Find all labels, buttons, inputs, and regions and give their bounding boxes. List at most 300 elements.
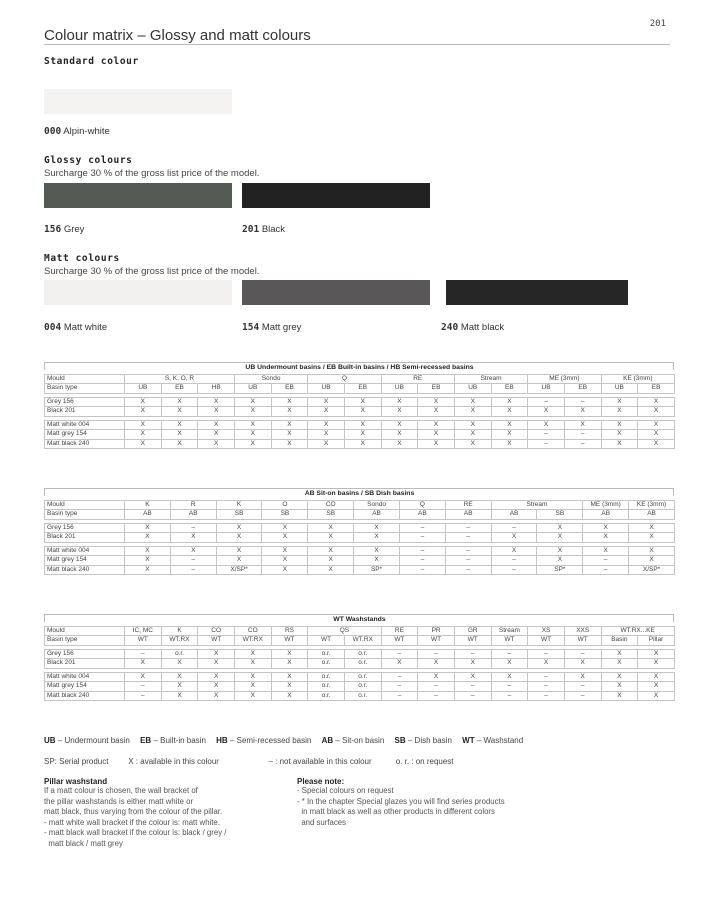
- availability-cell: X: [161, 691, 198, 701]
- colour-label: Matt black 240: [45, 565, 125, 575]
- legend-symbol-or: o. r. : on request: [395, 757, 454, 766]
- availability-cell: X: [454, 672, 491, 682]
- table-frame: [44, 362, 674, 370]
- availability-cell: X: [125, 439, 162, 449]
- table-caption: AB Sit-on basins / SB Dish basins: [304, 489, 415, 497]
- swatch-label-201: [242, 224, 285, 235]
- mould-header: IC, MC: [125, 626, 162, 636]
- note-line: matt black / matt grey: [44, 838, 123, 848]
- availability-cell: –: [170, 565, 216, 575]
- mould-header: K: [161, 626, 198, 636]
- availability-cell: X: [638, 420, 675, 430]
- availability-cell: –: [445, 533, 491, 543]
- basin-type-cell: AB: [170, 510, 216, 520]
- availability-cell: –: [381, 682, 418, 692]
- availability-cell: X: [381, 397, 418, 407]
- availability-cell: X: [308, 439, 345, 449]
- legend-code: EB: [140, 736, 152, 745]
- availability-cell: X: [271, 659, 308, 669]
- swatch-label-156: [44, 224, 84, 235]
- table-row: [45, 407, 675, 417]
- table-row: [45, 430, 675, 440]
- availability-cell: X: [125, 523, 171, 533]
- mould-header: K: [125, 500, 171, 510]
- availability-cell: –: [564, 649, 601, 659]
- availability-cell: –: [583, 565, 629, 575]
- availability-cell: X: [601, 659, 638, 669]
- mould-header: O: [262, 500, 308, 510]
- availability-cell: –: [445, 556, 491, 566]
- availability-cell: X: [198, 397, 235, 407]
- availability-cell: –: [528, 672, 565, 682]
- availability-cell: X: [491, 533, 537, 543]
- availability-cell: X: [308, 420, 345, 430]
- basin-type-cell: UB: [601, 384, 638, 394]
- mould-row: [45, 374, 675, 384]
- swatch-004: [44, 280, 232, 305]
- basin-type-cell: Pillar: [638, 636, 675, 646]
- basin-type-cell: WT: [381, 636, 418, 646]
- basin-type-label: Basin type: [45, 384, 125, 394]
- availability-cell: X: [308, 523, 354, 533]
- availability-cell: X: [564, 672, 601, 682]
- colour-label: Black 201: [45, 407, 125, 417]
- table-row: [45, 397, 675, 407]
- availability-cell: X: [216, 523, 262, 533]
- mould-header: CO: [308, 500, 354, 510]
- colour-label: Matt white 004: [45, 420, 125, 430]
- availability-cell: X: [491, 430, 528, 440]
- table-frame: [44, 488, 674, 496]
- legend-text: – Washstand: [476, 736, 524, 745]
- availability-cell: X: [491, 659, 528, 669]
- availability-cell: X: [381, 439, 418, 449]
- colour-label: Grey 156: [45, 523, 125, 533]
- mould-header: Q: [308, 374, 381, 384]
- availability-cell: X: [454, 397, 491, 407]
- availability-cell: X: [125, 672, 162, 682]
- legend-code: UB: [44, 736, 56, 745]
- page-number: 201: [649, 19, 666, 29]
- availability-cell: X: [638, 659, 675, 669]
- symbol-legend: [44, 757, 454, 766]
- availability-cell: X: [601, 672, 638, 682]
- swatch-label-154: [242, 322, 301, 333]
- table-washstands: [44, 614, 674, 701]
- note-line: If a matt colour is chosen, the wall bracket of: [44, 786, 198, 795]
- availability-cell: X: [125, 659, 162, 669]
- basin-type-label: Basin type: [45, 636, 125, 646]
- availability-cell: –: [381, 672, 418, 682]
- availability-cell: –: [491, 682, 528, 692]
- availability-cell: X: [454, 430, 491, 440]
- availability-cell: X: [354, 523, 400, 533]
- availability-cell: –: [399, 556, 445, 566]
- legend-symbol-dash: – : not available in this colour: [268, 757, 372, 766]
- availability-cell: X: [234, 649, 271, 659]
- basin-type-cell: EB: [638, 384, 675, 394]
- note-line: - * In the chapter Special glazes you will find series products: [297, 796, 505, 806]
- colour-label: Matt grey 154: [45, 556, 125, 566]
- mould-header: KE (3mm): [629, 500, 675, 510]
- availability-cell: X: [262, 533, 308, 543]
- legend-text: – Dish basin: [407, 736, 452, 745]
- basin-type-cell: HB: [198, 384, 235, 394]
- title-divider: [44, 44, 670, 45]
- basin-type-cell: UB: [454, 384, 491, 394]
- pillar-text: [44, 786, 284, 849]
- availability-cell: X: [381, 430, 418, 440]
- swatch-name: Matt grey: [261, 322, 302, 333]
- availability-cell: X: [308, 565, 354, 575]
- basin-type-cell: WT: [528, 636, 565, 646]
- availability-cell: X: [125, 565, 171, 575]
- availability-cell: X: [271, 682, 308, 692]
- availability-cell: X: [638, 439, 675, 449]
- availability-cell: X: [271, 649, 308, 659]
- availability-cell: X: [161, 397, 198, 407]
- availability-cell: X: [161, 682, 198, 692]
- swatch-code: 000: [44, 126, 62, 137]
- pillar-heading: Pillar washstand: [44, 777, 108, 786]
- page-title: Colour matrix – Glossy and matt colours: [44, 27, 311, 44]
- note-line: the pillar washstands is either matt white or: [44, 796, 194, 806]
- availability-cell: –: [445, 546, 491, 556]
- availability-cell: –: [445, 565, 491, 575]
- availability-cell: X: [234, 672, 271, 682]
- availability-cell: X: [491, 397, 528, 407]
- legend-text: – Semi-recessed basin: [229, 736, 312, 745]
- availability-cell: X: [418, 659, 455, 669]
- table-row: [45, 533, 675, 543]
- basin-type-row: [45, 636, 675, 646]
- swatch-000: [44, 89, 232, 114]
- availability-cell: –: [564, 682, 601, 692]
- availability-cell: X: [491, 546, 537, 556]
- note-line: - matt white wall bracket if the colour is: matt white.: [44, 817, 220, 827]
- availability-cell: –: [125, 682, 162, 692]
- availability-cell: X: [344, 430, 381, 440]
- colour-label: Matt white 004: [45, 672, 125, 682]
- availability-cell: o.r.: [308, 682, 345, 692]
- availability-cell: X: [629, 533, 675, 543]
- table-row: [45, 691, 675, 701]
- colour-label: Black 201: [45, 659, 125, 669]
- availability-cell: X: [601, 420, 638, 430]
- availability-cell: X: [234, 420, 271, 430]
- basin-type-cell: AB: [629, 510, 675, 520]
- please-note-text: [297, 786, 557, 828]
- availability-cell: X: [161, 439, 198, 449]
- availability-cell: X: [537, 523, 583, 533]
- availability-cell: X: [601, 682, 638, 692]
- table-row: [45, 420, 675, 430]
- mould-header: CO: [198, 626, 235, 636]
- table-row: [45, 439, 675, 449]
- basin-type-label: Basin type: [45, 510, 125, 520]
- availability-cell: –: [564, 430, 601, 440]
- legend-code: AB: [321, 736, 334, 745]
- basin-type-cell: WT: [564, 636, 601, 646]
- mould-header: Stream: [491, 626, 528, 636]
- availability-cell: X: [601, 407, 638, 417]
- table-row: [45, 672, 675, 682]
- availability-cell: X: [354, 556, 400, 566]
- basin-type-cell: UB: [125, 384, 162, 394]
- availability-cell: X: [583, 546, 629, 556]
- availability-cell: X: [638, 397, 675, 407]
- availability-cell: X: [638, 649, 675, 659]
- availability-cell: –: [564, 397, 601, 407]
- availability-cell: X: [271, 439, 308, 449]
- availability-cell: X: [537, 556, 583, 566]
- availability-table-2: [44, 488, 675, 575]
- availability-cell: X: [198, 672, 235, 682]
- swatch-201: [242, 183, 430, 208]
- swatch-code: 201: [242, 224, 260, 235]
- availability-cell: X: [344, 407, 381, 417]
- availability-cell: –: [528, 430, 565, 440]
- availability-cell: X: [262, 546, 308, 556]
- availability-cell: X: [308, 430, 345, 440]
- availability-cell: –: [381, 649, 418, 659]
- legend-text: – Undermount basin: [57, 736, 130, 745]
- availability-cell: X: [198, 691, 235, 701]
- basin-type-cell: UB: [234, 384, 271, 394]
- note-line: - Special colours on request: [297, 786, 394, 795]
- availability-cell: X: [638, 682, 675, 692]
- availability-cell: X: [381, 407, 418, 417]
- availability-cell: X: [601, 439, 638, 449]
- mould-header: PR: [418, 626, 455, 636]
- availability-cell: X: [601, 430, 638, 440]
- availability-cell: X: [418, 672, 455, 682]
- availability-cell: o.r.: [344, 659, 381, 669]
- availability-cell: X: [629, 546, 675, 556]
- availability-cell: X: [234, 407, 271, 417]
- availability-cell: –: [454, 682, 491, 692]
- mould-header: Sondo: [354, 500, 400, 510]
- note-line: and surfaces: [297, 817, 346, 827]
- mould-header: XXS: [564, 626, 601, 636]
- availability-cell: o.r.: [344, 649, 381, 659]
- availability-cell: –: [528, 649, 565, 659]
- mould-row: [45, 500, 675, 510]
- availability-cell: X: [344, 439, 381, 449]
- legend-symbol-x: X : available in this colour: [128, 757, 219, 766]
- table-sit-on-dish: [44, 488, 674, 575]
- availability-cell: X: [125, 533, 171, 543]
- availability-cell: X: [198, 659, 235, 669]
- availability-cell: –: [528, 439, 565, 449]
- availability-cell: –: [399, 523, 445, 533]
- mould-header: RS: [271, 626, 308, 636]
- swatch-label-004: [44, 322, 107, 333]
- table-row: [45, 649, 675, 659]
- colour-label: Black 201: [45, 533, 125, 543]
- mould-header: R: [170, 500, 216, 510]
- availability-cell: X: [564, 420, 601, 430]
- colour-label: Matt black 240: [45, 439, 125, 449]
- basin-type-cell: WT.RX: [234, 636, 271, 646]
- basin-type-cell: WT: [418, 636, 455, 646]
- basin-type-cell: AB: [399, 510, 445, 520]
- availability-cell: –: [564, 439, 601, 449]
- basin-type-cell: EB: [344, 384, 381, 394]
- basin-type-cell: WT.RX: [344, 636, 381, 646]
- availability-cell: X: [234, 439, 271, 449]
- availability-cell: X: [418, 407, 455, 417]
- basin-type-cell: EB: [271, 384, 308, 394]
- availability-cell: X: [308, 533, 354, 543]
- basin-type-cell: UB: [528, 384, 565, 394]
- availability-cell: –: [125, 649, 162, 659]
- basin-type-cell: AB: [583, 510, 629, 520]
- availability-cell: –: [445, 523, 491, 533]
- availability-cell: X: [125, 546, 171, 556]
- availability-cell: X: [491, 420, 528, 430]
- table-caption: UB Undermount basins / EB Built-in basins / HB Semi-recessed basins: [245, 363, 474, 371]
- swatch-name: Black: [261, 224, 286, 235]
- availability-cell: o.r.: [308, 659, 345, 669]
- basin-type-cell: EB: [491, 384, 528, 394]
- basin-type-cell: Basin: [601, 636, 638, 646]
- availability-cell: X: [344, 420, 381, 430]
- mould-header: WT.RX...KE: [601, 626, 674, 636]
- table-row: [45, 546, 675, 556]
- table-undermount-builtin: [44, 362, 674, 449]
- availability-cell: X: [381, 659, 418, 669]
- availability-cell: –: [399, 533, 445, 543]
- availability-cell: X: [271, 691, 308, 701]
- availability-cell: X: [418, 420, 455, 430]
- mould-header: Q: [399, 500, 445, 510]
- availability-cell: –: [564, 691, 601, 701]
- availability-cell: X: [125, 420, 162, 430]
- legend-text: – Built-in basin: [153, 736, 206, 745]
- availability-cell: X: [454, 420, 491, 430]
- basin-type-cell: AB: [491, 510, 537, 520]
- glossy-colours-heading: Glossy colours: [44, 155, 133, 166]
- table-row: [45, 682, 675, 692]
- availability-cell: X: [381, 420, 418, 430]
- availability-cell: –: [491, 649, 528, 659]
- swatch-name: Grey: [63, 224, 85, 235]
- mould-label: Mould: [45, 374, 125, 384]
- basin-type-cell: WT: [491, 636, 528, 646]
- mould-header: Stream: [454, 374, 527, 384]
- colour-label: Matt grey 154: [45, 682, 125, 692]
- availability-cell: X: [262, 523, 308, 533]
- availability-cell: X: [161, 430, 198, 440]
- basin-type-cell: UB: [308, 384, 345, 394]
- availability-cell: X: [308, 556, 354, 566]
- colour-label: Grey 156: [45, 649, 125, 659]
- availability-cell: X: [454, 439, 491, 449]
- basin-type-cell: WT.RX: [161, 636, 198, 646]
- availability-cell: X: [216, 556, 262, 566]
- swatch-name: Alpin-white: [63, 126, 110, 137]
- swatch-name: Matt white: [63, 322, 108, 333]
- basin-type-cell: AB: [125, 510, 171, 520]
- colour-label: Matt grey 154: [45, 430, 125, 440]
- availability-cell: X: [454, 407, 491, 417]
- availability-cell: X: [418, 430, 455, 440]
- availability-cell: X: [161, 659, 198, 669]
- availability-cell: X: [198, 407, 235, 417]
- availability-cell: X: [234, 691, 271, 701]
- availability-cell: o.r.: [344, 682, 381, 692]
- mould-header: K: [216, 500, 262, 510]
- availability-cell: X: [601, 691, 638, 701]
- basin-type-cell: EB: [161, 384, 198, 394]
- availability-cell: X: [271, 420, 308, 430]
- availability-cell: o.r.: [344, 672, 381, 682]
- basin-type-cell: SB: [216, 510, 262, 520]
- availability-cell: X: [234, 682, 271, 692]
- swatch-240: [446, 280, 628, 305]
- availability-cell: X: [234, 430, 271, 440]
- availability-cell: X: [601, 649, 638, 659]
- availability-cell: X: [344, 397, 381, 407]
- mould-header: RE: [445, 500, 491, 510]
- availability-table-3: [44, 614, 675, 701]
- mould-header: S, K, O, R: [125, 374, 235, 384]
- availability-cell: X: [638, 430, 675, 440]
- mould-header: ME (3mm): [528, 374, 601, 384]
- availability-cell: X: [454, 659, 491, 669]
- availability-cell: X: [125, 397, 162, 407]
- availability-cell: X: [161, 420, 198, 430]
- availability-cell: X: [491, 407, 528, 417]
- table-caption: WT Washstands: [333, 615, 386, 623]
- basin-type-cell: WT: [271, 636, 308, 646]
- swatch-code: 154: [242, 322, 260, 333]
- swatch-154: [242, 280, 430, 305]
- availability-cell: X: [583, 523, 629, 533]
- availability-cell: –: [399, 546, 445, 556]
- availability-cell: X: [271, 397, 308, 407]
- basin-type-cell: WT: [454, 636, 491, 646]
- mould-header: GR: [454, 626, 491, 636]
- availability-cell: –: [418, 649, 455, 659]
- please-note: [297, 777, 557, 828]
- availability-cell: –: [491, 523, 537, 533]
- availability-cell: X: [638, 691, 675, 701]
- availability-cell: o.r.: [308, 649, 345, 659]
- swatch-code: 156: [44, 224, 62, 235]
- availability-cell: o.r.: [344, 691, 381, 701]
- basin-type-cell: SB: [308, 510, 354, 520]
- mould-header: Stream: [491, 500, 583, 510]
- availability-cell: X/SP*: [216, 565, 262, 575]
- availability-cell: X: [528, 659, 565, 669]
- availability-cell: X: [170, 533, 216, 543]
- availability-cell: X: [583, 533, 629, 543]
- availability-cell: X: [638, 672, 675, 682]
- availability-cell: X: [308, 546, 354, 556]
- swatch-name: Matt black: [460, 322, 505, 333]
- availability-cell: –: [454, 691, 491, 701]
- availability-cell: o.r.: [161, 649, 198, 659]
- standard-colour-heading: Standard colour: [44, 56, 139, 67]
- matt-surcharge: Surcharge 30 % of the gross list price of the model.: [44, 266, 260, 277]
- availability-cell: X: [125, 556, 171, 566]
- availability-cell: X: [161, 672, 198, 682]
- note-line: matt black, thus varying from the colour of the pillar.: [44, 807, 223, 816]
- availability-cell: –: [454, 649, 491, 659]
- matt-colours-heading: Matt colours: [44, 253, 120, 264]
